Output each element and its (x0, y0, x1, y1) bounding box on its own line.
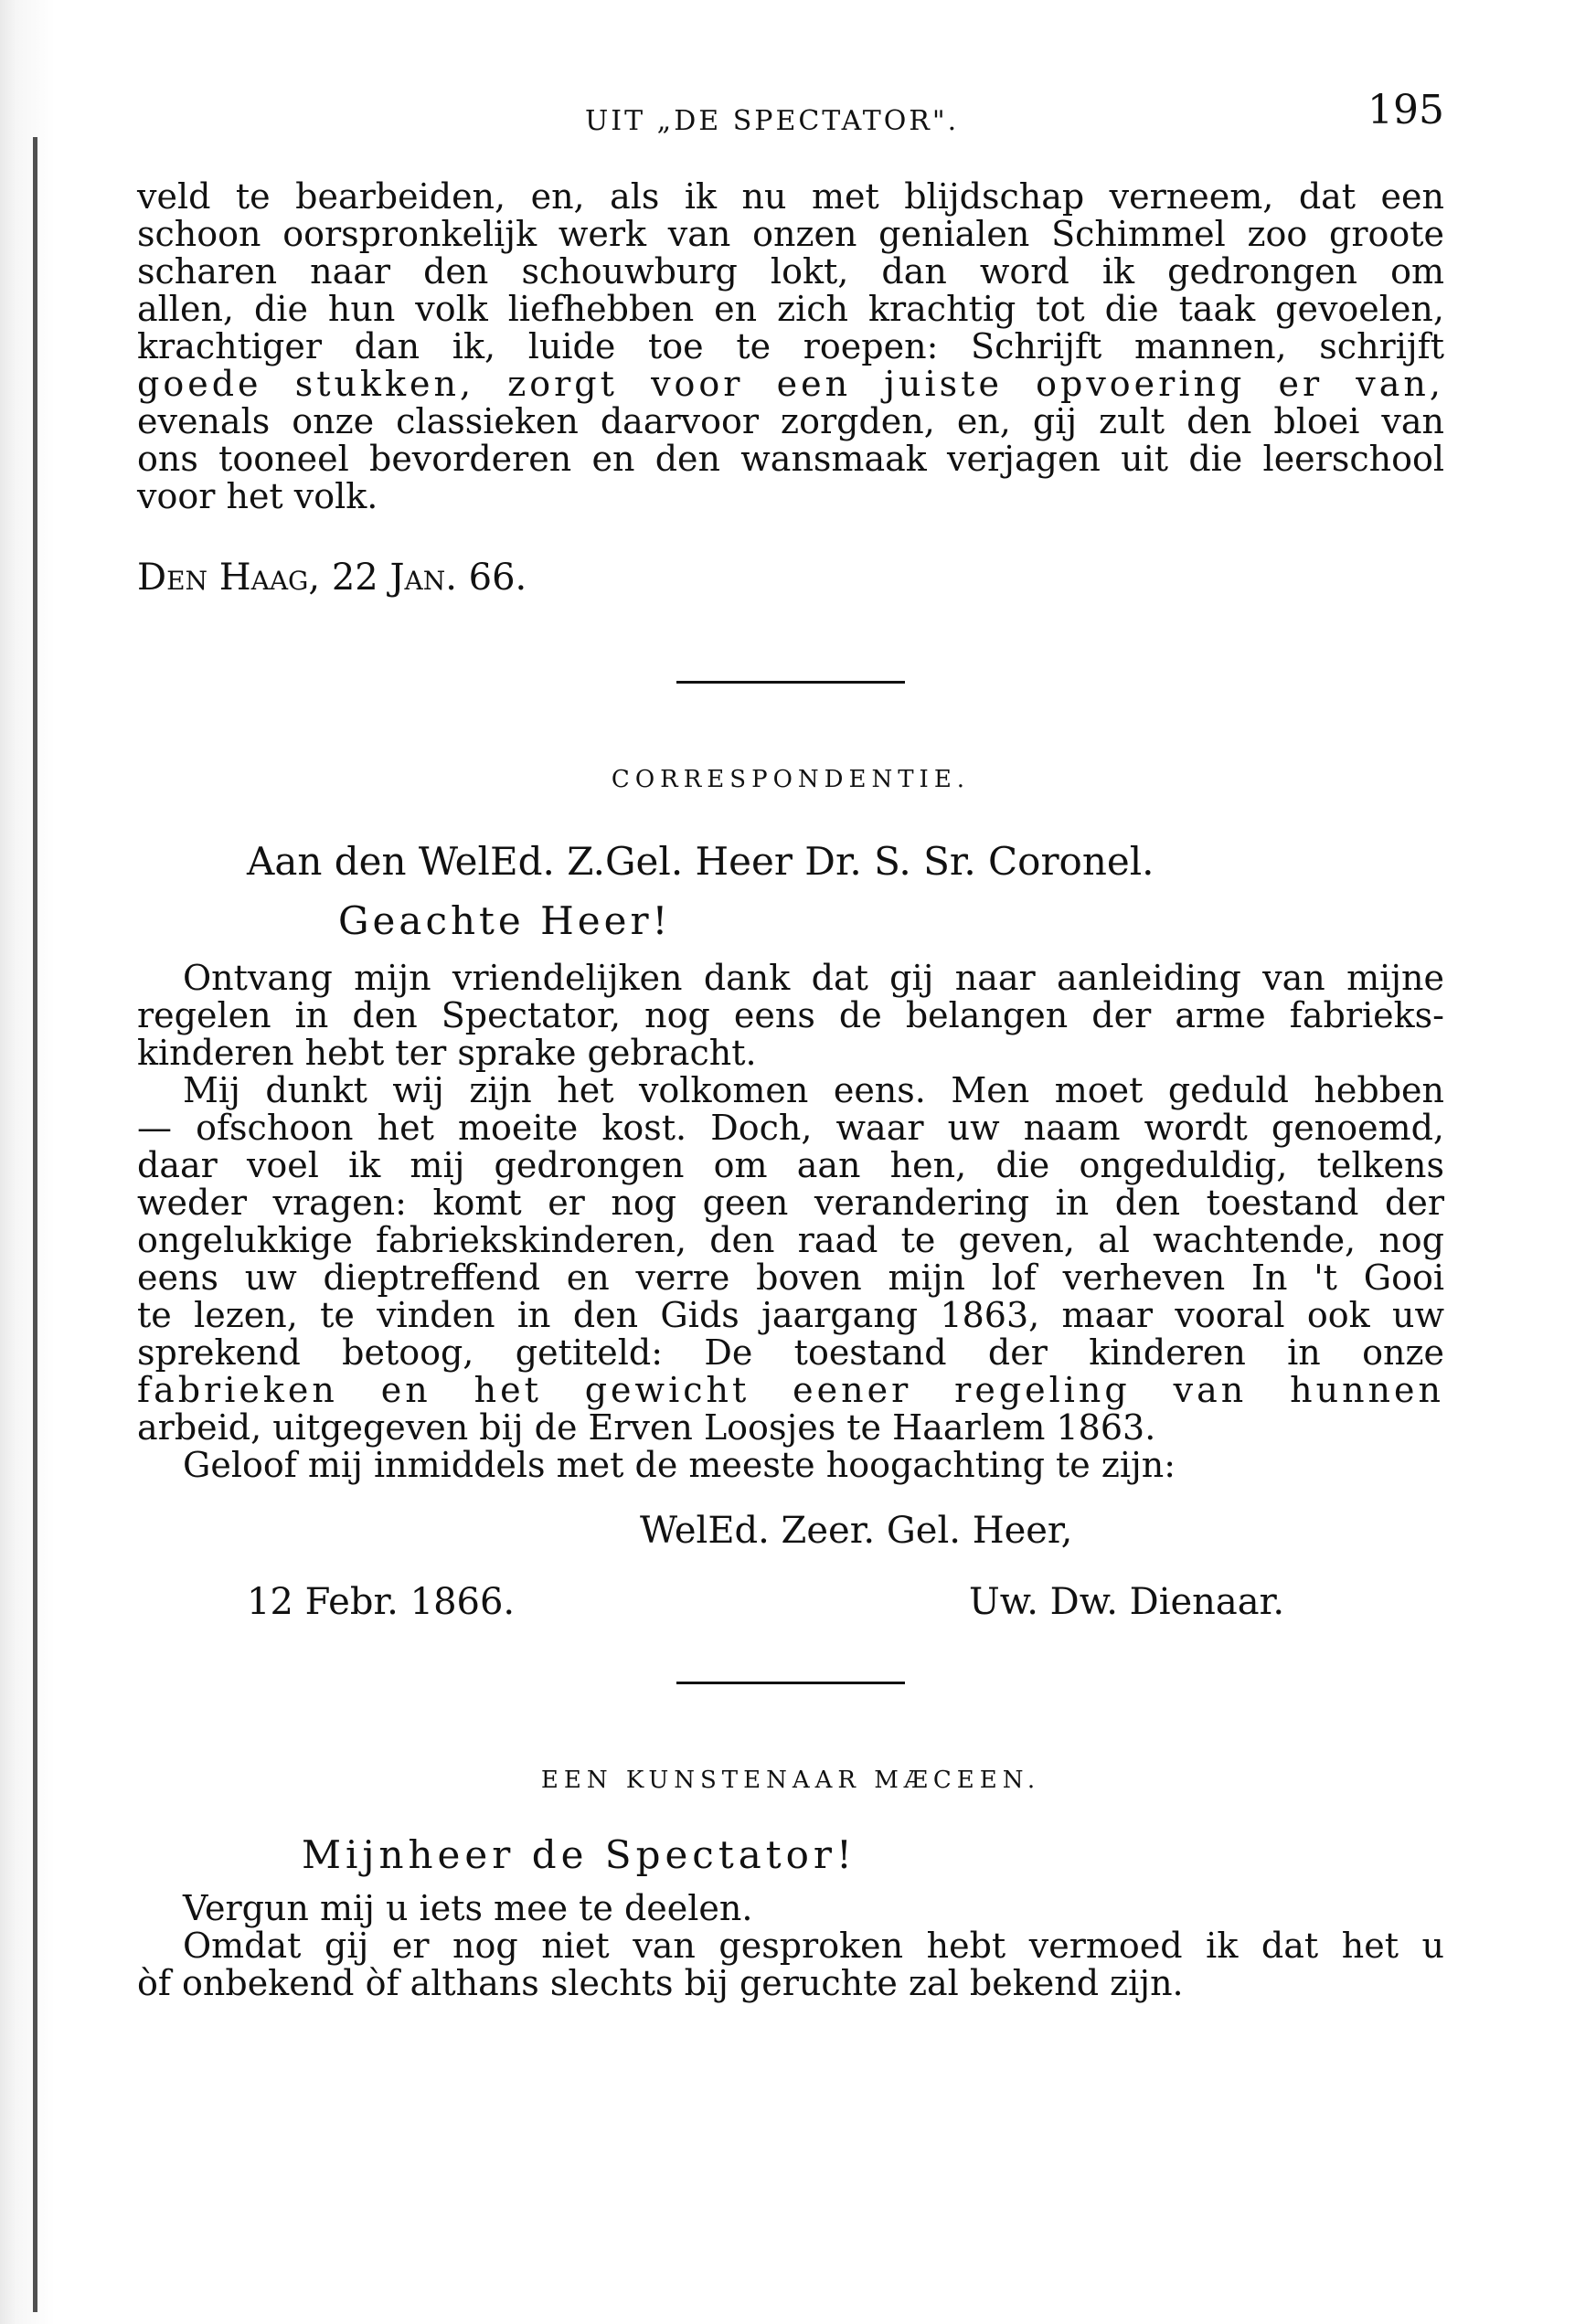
text-line: sprekend betoog, getiteld: De toestand der kinderen in onze (137, 1332, 1444, 1373)
text-line: weder vragen: komt er nog geen verandering in den toestand der (137, 1183, 1444, 1223)
book-page (137, 87, 1444, 2002)
text-line: daar voel ik mij gedrongen om aan hen, die ongeduldig, telkens (137, 1145, 1444, 1185)
text-line: voor het volk. (137, 476, 378, 516)
text-line: schoon oorspronkelijk werk van onzen genialen Schimmel zoo groote (137, 214, 1444, 254)
text-line: scharen naar den schouwburg lokt, dan word ik gedrongen om (137, 251, 1444, 292)
text-line: te lezen, te vinden in den Gids jaargang 1863, maar vooral ook uw (137, 1295, 1444, 1335)
opening-paragraph (137, 178, 1444, 515)
text-line: ongelukkige fabriekskinderen, den raad te geven, al wachtende, nog (137, 1220, 1444, 1260)
text-line: veld te bearbeiden, en, als ik nu met blijdschap verneem, dat een (137, 176, 1444, 217)
closing-date: 12 Febr. 1866. (247, 1581, 516, 1623)
running-title: UIT „DE SPECTATOR". (585, 105, 960, 137)
letter-paragraph-5 (137, 1927, 1444, 2002)
section-title-correspondentie: CORRESPONDENTIE. (611, 766, 971, 793)
text-line: krachtiger dan ik, luide toe te roepen: Schrijft mannen, schrijft (137, 326, 1444, 366)
section-divider (676, 681, 905, 684)
text-line: kinderen hebt ter sprake gebracht. (137, 1033, 757, 1073)
letter-paragraph-2 (137, 1072, 1444, 1447)
closing-signature: Uw. Dw. Dienaar. (969, 1581, 1285, 1623)
text-line: goede stukken, zorgt voor een juiste opvoering er van, (137, 364, 1444, 404)
page-number: 195 (1367, 87, 1444, 133)
letter-paragraph-3 (137, 1447, 1444, 1484)
text-line: evenals onze classieken daarvoor zorgden, en, gij zult den bloei van (137, 401, 1444, 441)
text-line: — ofschoon het moeite kost. Doch, waar uw naam wordt genoemd, (137, 1108, 1444, 1148)
text-line: arbeid, uitgegeven bij de Erven Loosjes te Haarlem 1863. (137, 1407, 1156, 1448)
letter-salutation: Mijnheer de Spectator! (302, 1832, 857, 1877)
letter-address: Aan den WelEd. Z.Gel. Heer Dr. S. Sr. Coronel. (247, 839, 1154, 884)
text-line: òf onbekend òf althans slechts bij geruchte zal bekend zijn. (137, 1963, 1184, 2003)
letter-salutation: Geachte Heer! (338, 898, 672, 943)
text-line: Mij dunkt wij zijn het volkomen eens. Men moet geduld hebben (183, 1070, 1444, 1110)
section-divider (676, 1682, 905, 1684)
letter-paragraph-1 (137, 960, 1444, 1072)
letter-paragraph-4 (137, 1890, 1444, 1927)
text-line: Ontvang mijn vriendelijken dank dat gij naar aanleiding van mijne (183, 958, 1444, 998)
closing-greeting: WelEd. Zeer. Gel. Heer, (640, 1510, 1073, 1552)
text-line: ons tooneel bevorderen en den wansmaak verjagen uit die leerschool (137, 439, 1444, 479)
running-head (137, 87, 1444, 142)
text-line: Vergun mij u iets mee te deelen. (183, 1888, 753, 1928)
section-title-kunstenaar: EEN KUNSTENAAR MÆCEEN. (540, 1767, 1041, 1794)
text-line: allen, die hun volk liefhebben en zich krachtig tot die taak gevoelen, (137, 289, 1444, 329)
binding-shadow-line (33, 137, 37, 2312)
letter-closing (137, 1510, 1444, 1647)
page-binding-edge (0, 0, 55, 2324)
text-line: Omdat gij er nog niet van gesproken hebt vermoed ik dat het u (183, 1926, 1444, 1966)
text-line: Geloof mij inmiddels met de meeste hoogachting te zijn: (183, 1445, 1176, 1485)
text-line: eens uw dieptreffend en verre boven mijn lof verheven In 't Gooi (137, 1258, 1444, 1298)
text-line: fabrieken en het gewicht eener regeling van hunnen (137, 1370, 1444, 1410)
dateline: Den Haag, 22 Jan. 66. (137, 557, 527, 599)
text-line: regelen in den Spectator, nog eens de belangen der arme fabrieks- (137, 995, 1444, 1035)
